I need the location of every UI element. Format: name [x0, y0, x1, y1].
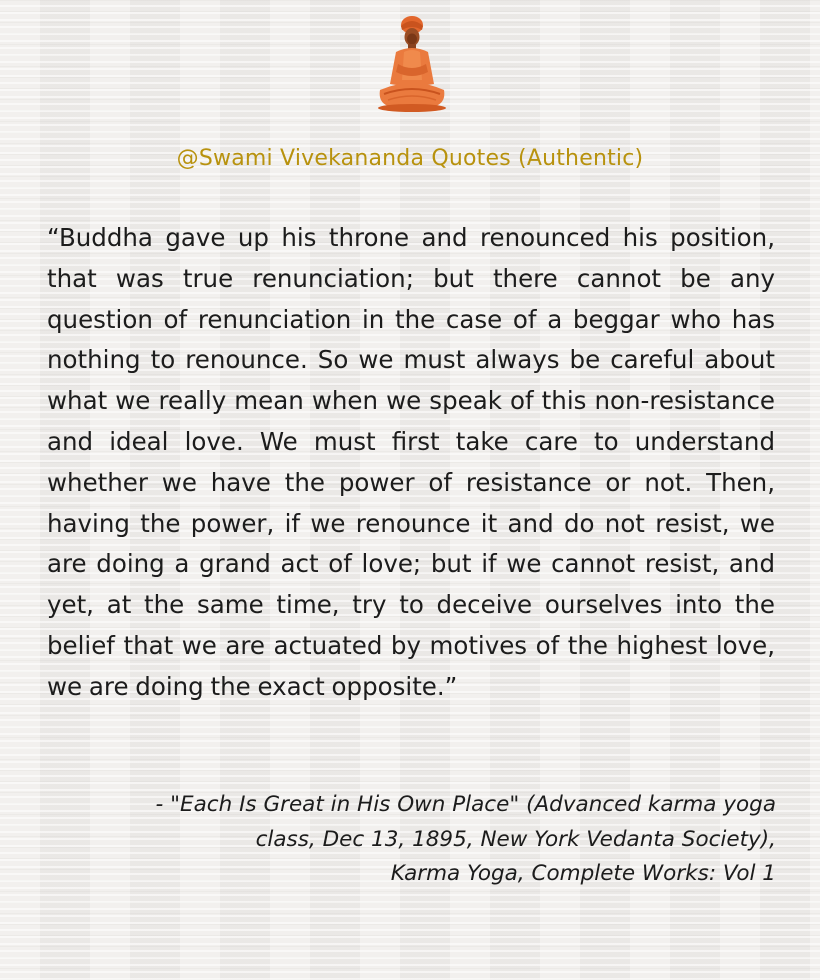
- citation-line: class, Dec 13, 1895, New York Vedanta Society),: [255, 826, 776, 852]
- citation-line: - "Each Is Great in His Own Place" (Advanced karma yoga: [155, 792, 776, 817]
- page-handle: @Swami Vivekananda Quotes (Authentic): [176, 146, 644, 171]
- quote-text: “Buddha gave up his throne and renounced his position, that was true renunciation; but there cannot be any question of renunciation in the case of a beggar who has nothing to renounce. So we must always be careful about what we really mean when we speak of this non-resistance and ideal love. We must first take care to understand whether we have the power of resistance or not. Then, having the power, if we renounce it and do not resist, we are doing a grand act of love; but if we cannot resist, and yet, at the same time, try to deceive ourselves into the belief that we are actuated by motives of the highest love, we are doing the exact opposite.”: [47, 223, 775, 701]
- citation: [60, 788, 776, 892]
- citation-line: Karma Yoga, Complete Works: Vol 1: [390, 861, 776, 886]
- portrait-image: [374, 14, 450, 114]
- seated-monk-portrait-icon: [374, 14, 450, 114]
